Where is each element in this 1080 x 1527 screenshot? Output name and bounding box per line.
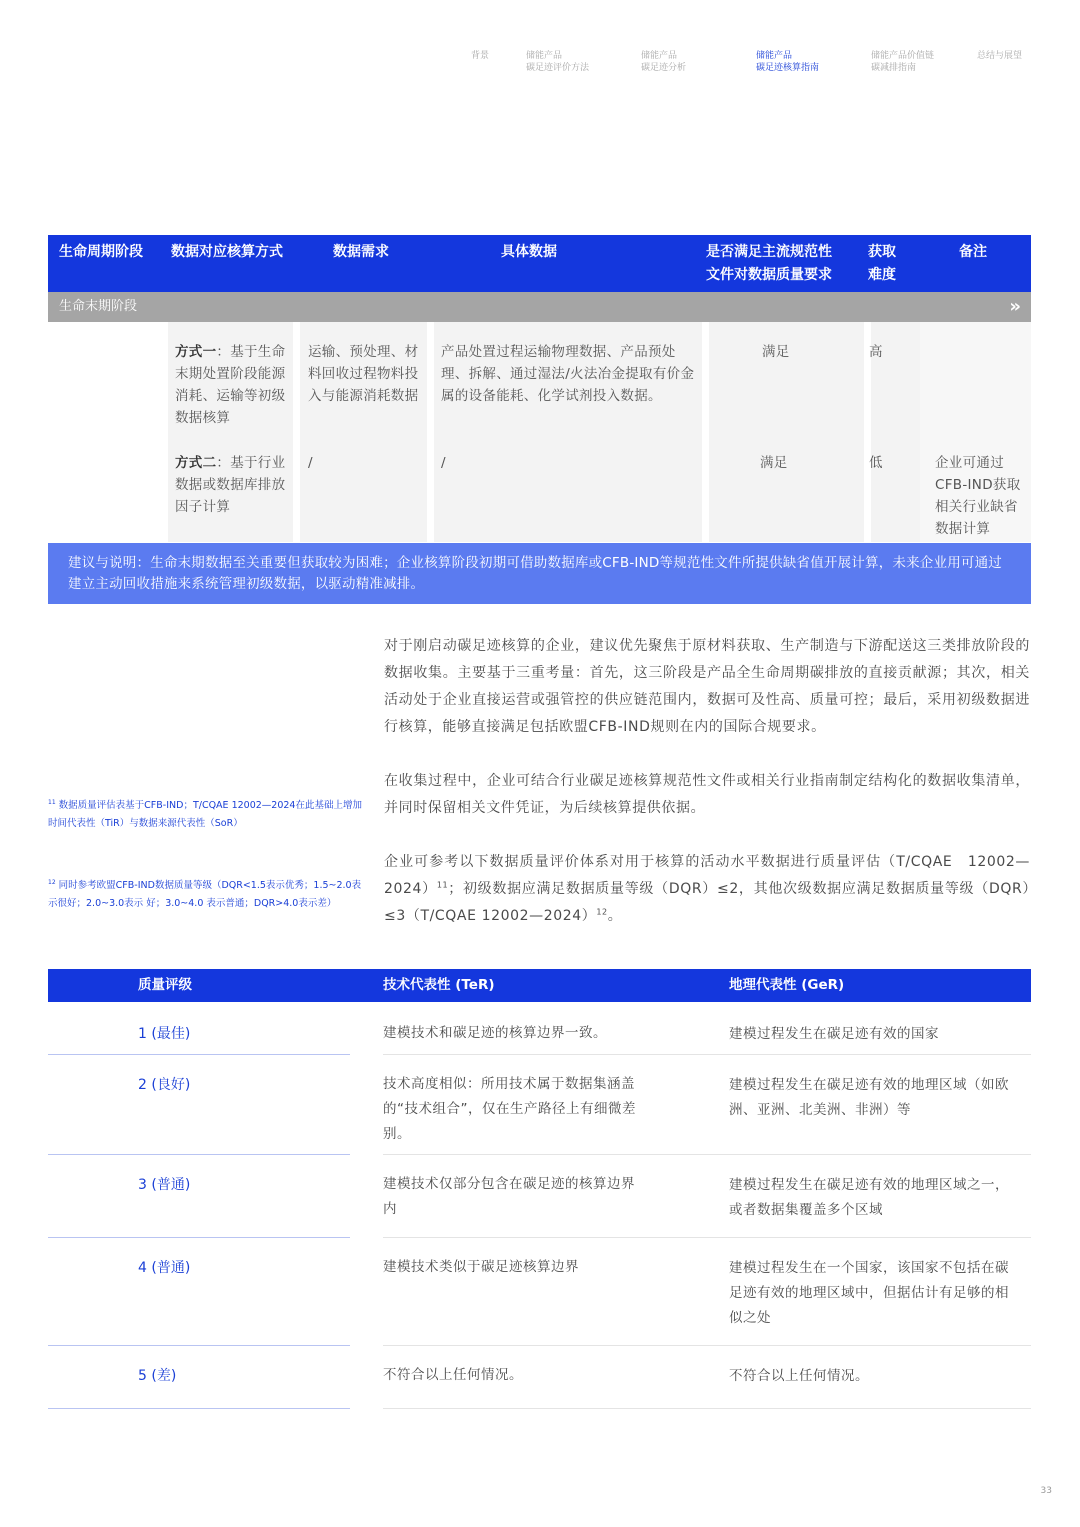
ter-cell: 不符合以上任何情况。: [383, 1367, 523, 1383]
nav-label: 储能产品价值链: [871, 51, 935, 61]
nav-sublabel: 碳足迹核算指南: [756, 63, 820, 73]
header-data-demand: 数据需求: [333, 244, 389, 260]
ger-cell: 建模过程发生在碳足迹有效的国家: [729, 1026, 939, 1042]
nav-label: 储能产品: [526, 51, 563, 61]
ger-cell: 建模过程发生在碳足迹有效的地理区域之一，或者数据集覆盖多个区域: [729, 1177, 1009, 1218]
row-divider: [48, 1054, 350, 1055]
footnote-text: 数据质量评估表基于CFB-IND；T/CQAE 12002—2024在此基础上增加时间代表性（TiR）与数据来源代表性（SoR）: [48, 800, 362, 829]
header-specific-data: 具体数据: [501, 244, 557, 260]
ger-cell: 建模过程发生在碳足迹有效的地理区域（如欧洲、亚洲、北美洲、非洲）等: [729, 1077, 1009, 1118]
header-compliance-line2: 文件对数据质量要求: [706, 267, 832, 283]
footnote-number: 12: [48, 878, 56, 886]
ter-cell: 建模技术仅部分包含在碳足迹的核算边界内: [383, 1176, 635, 1217]
header-compliance-line1: 是否满足主流规范性: [706, 244, 832, 260]
row-divider: [383, 1345, 1031, 1346]
nav-item-footprint-analysis[interactable]: [641, 50, 686, 74]
footnote-11: [48, 797, 368, 833]
footnote-ref-12[interactable]: 12: [596, 907, 608, 917]
header-geographic-representativeness: 地理代表性 (GeR): [729, 977, 845, 993]
nav-item-summary[interactable]: [977, 50, 1022, 62]
header-difficulty-line1: 获取: [868, 244, 896, 260]
quality-table-header: [48, 969, 1031, 1002]
difficulty-cell: 高: [869, 344, 883, 360]
header-remark: 备注: [959, 244, 987, 260]
remark-cell: 企业可通过CFB-IND获取相关行业缺省数据计算: [935, 455, 1021, 537]
row-divider: [48, 1237, 350, 1238]
nav-sublabel: 碳足迹分析: [641, 63, 687, 73]
header-technical-representativeness: 技术代表性 (TeR): [383, 977, 495, 993]
difficulty-cell: 低: [869, 455, 883, 471]
method-text: ：基于生命末期处置阶段能源消耗、运输等初级数据核算: [175, 344, 286, 426]
row-divider: [383, 1154, 1031, 1155]
quality-level: 2 (良好): [138, 1077, 191, 1093]
quality-level: 5 (差): [138, 1368, 177, 1384]
ger-cell: 建模过程发生在一个国家，该国家不包括在碳足迹有效的地理区域中，但据估计有足够的相似之处: [729, 1260, 1009, 1326]
row-divider: [48, 1408, 350, 1409]
footnote-12: [48, 877, 366, 913]
nav-label: 背景: [471, 51, 490, 61]
paragraph-text: ；初级数据应满足数据质量等级（DQR）≤2，其他次级数据应满足数据质量等级（DQR）≤3（T/CQAE 12002—2024）: [384, 881, 1030, 924]
nav-label: 储能产品: [641, 51, 678, 61]
page-number: 33: [1040, 1486, 1052, 1496]
nav-item-background[interactable]: [471, 50, 489, 62]
compliance-cell: 满足: [762, 344, 790, 360]
body-paragraph-2: 在收集过程中，企业可结合行业碳足迹核算规范性文件或相关行业指南制定结构化的数据收集清单，并同时保留相关文件凭证，为后续核算提供依据。: [384, 773, 1030, 816]
demand-cell: 运输、预处理、材料回收过程物料投入与能源消耗数据: [308, 344, 419, 404]
footnote-text: 同时参考欧盟CFB-IND数据质量等级（DQR<1.5表示优秀；1.5~2.0表示很好；2.0~3.0表示 好；3.0~4.0 表示普通；DQR>4.0表示差）: [48, 880, 362, 909]
quality-level: 1 (最佳): [138, 1026, 191, 1042]
stage-label: 生命末期阶段: [59, 299, 138, 314]
nav-sublabel: 碳减排指南: [871, 63, 917, 73]
method-cell: [175, 452, 293, 518]
nav-item-evaluation-method[interactable]: [526, 50, 589, 74]
ter-cell: 建模技术类似于碳足迹核算边界: [383, 1259, 579, 1275]
quality-level: 4 (普通): [138, 1260, 191, 1276]
body-paragraph-1: 对于刚启动碳足迹核算的企业，建议优先聚焦于原材料获取、生产制造与下游配送这三类排放阶段的数据收集。主要基于三重考量：首先，这三阶段是产品全生命周期碳排放的直接贡献源；其次，相关活动处于企业直接运营或强管控的供应链范围内，数据可及性高、质量可控；最后，采用初级数据进行核算，能够直接满足包括欧盟CFB-IND规则在内的国际合规要求。: [384, 638, 1030, 735]
body-paragraph-3: [384, 849, 1030, 930]
method-text: ：基于行业数据或数据库排放因子计算: [175, 455, 286, 515]
row-divider: [383, 1054, 1031, 1055]
nav-item-value-chain[interactable]: [871, 50, 934, 74]
header-quality-level: 质量评级: [138, 977, 192, 993]
demand-cell: /: [308, 455, 313, 471]
table-header: [48, 235, 1031, 292]
method-label: 方式二: [175, 455, 217, 471]
nav-sublabel: 碳足迹评价方法: [526, 63, 590, 73]
detail-cell: 产品处置过程运输物理数据、产品预处理、拆解、通过湿法/火法冶金提取有价金属的设备能耗、化学试剂投入数据。: [441, 344, 695, 404]
recommendation-note: 建议与说明：生命末期数据至关重要但获取较为困难；企业核算阶段初期可借助数据库或CFB-IND等规范性文件所提供缺省值开展计算，未来企业用可通过建立主动回收措施来系统管理初级数据，以驱动精准减排。: [48, 543, 1031, 604]
paragraph-text: 企业可参考以下数据质量评价体系对用于核算的活动水平数据进行质量评估（T/CQAE 12002—2024）: [384, 854, 1030, 897]
row-divider: [383, 1237, 1031, 1238]
footnote-number: 11: [48, 798, 56, 806]
stage-row: [48, 292, 1031, 322]
header-lifecycle-stage: 生命周期阶段: [59, 244, 143, 260]
footnote-ref-11[interactable]: 11: [436, 880, 449, 890]
nav-item-accounting-guide[interactable]: [756, 50, 819, 74]
header-method: 数据对应核算方式: [171, 244, 283, 260]
method-cell: [175, 341, 287, 429]
detail-cell: /: [441, 455, 446, 471]
row-divider: [48, 1345, 350, 1346]
double-chevron-right-icon: »: [1009, 296, 1021, 317]
compliance-cell: 满足: [760, 455, 788, 471]
top-navigation: [0, 50, 1080, 80]
paragraph-text: 。: [607, 908, 623, 924]
lifecycle-data-table: [48, 235, 1031, 542]
ter-cell: 技术高度相似：所用技术属于数据集涵盖的“技术组合”，仅在生产路径上有细微差别。: [383, 1076, 636, 1142]
quality-level: 3 (普通): [138, 1177, 191, 1193]
nav-label: 总结与展望: [977, 51, 1023, 61]
nav-label: 储能产品: [756, 51, 793, 61]
row-divider: [383, 1408, 1031, 1409]
table-body: [48, 322, 1031, 542]
ger-cell: 不符合以上任何情况。: [729, 1368, 869, 1384]
header-difficulty-line2: 难度: [868, 267, 896, 283]
method-label: 方式一: [175, 344, 217, 360]
ter-cell: 建模技术和碳足迹的核算边界一致。: [383, 1025, 607, 1041]
row-divider: [48, 1154, 350, 1155]
